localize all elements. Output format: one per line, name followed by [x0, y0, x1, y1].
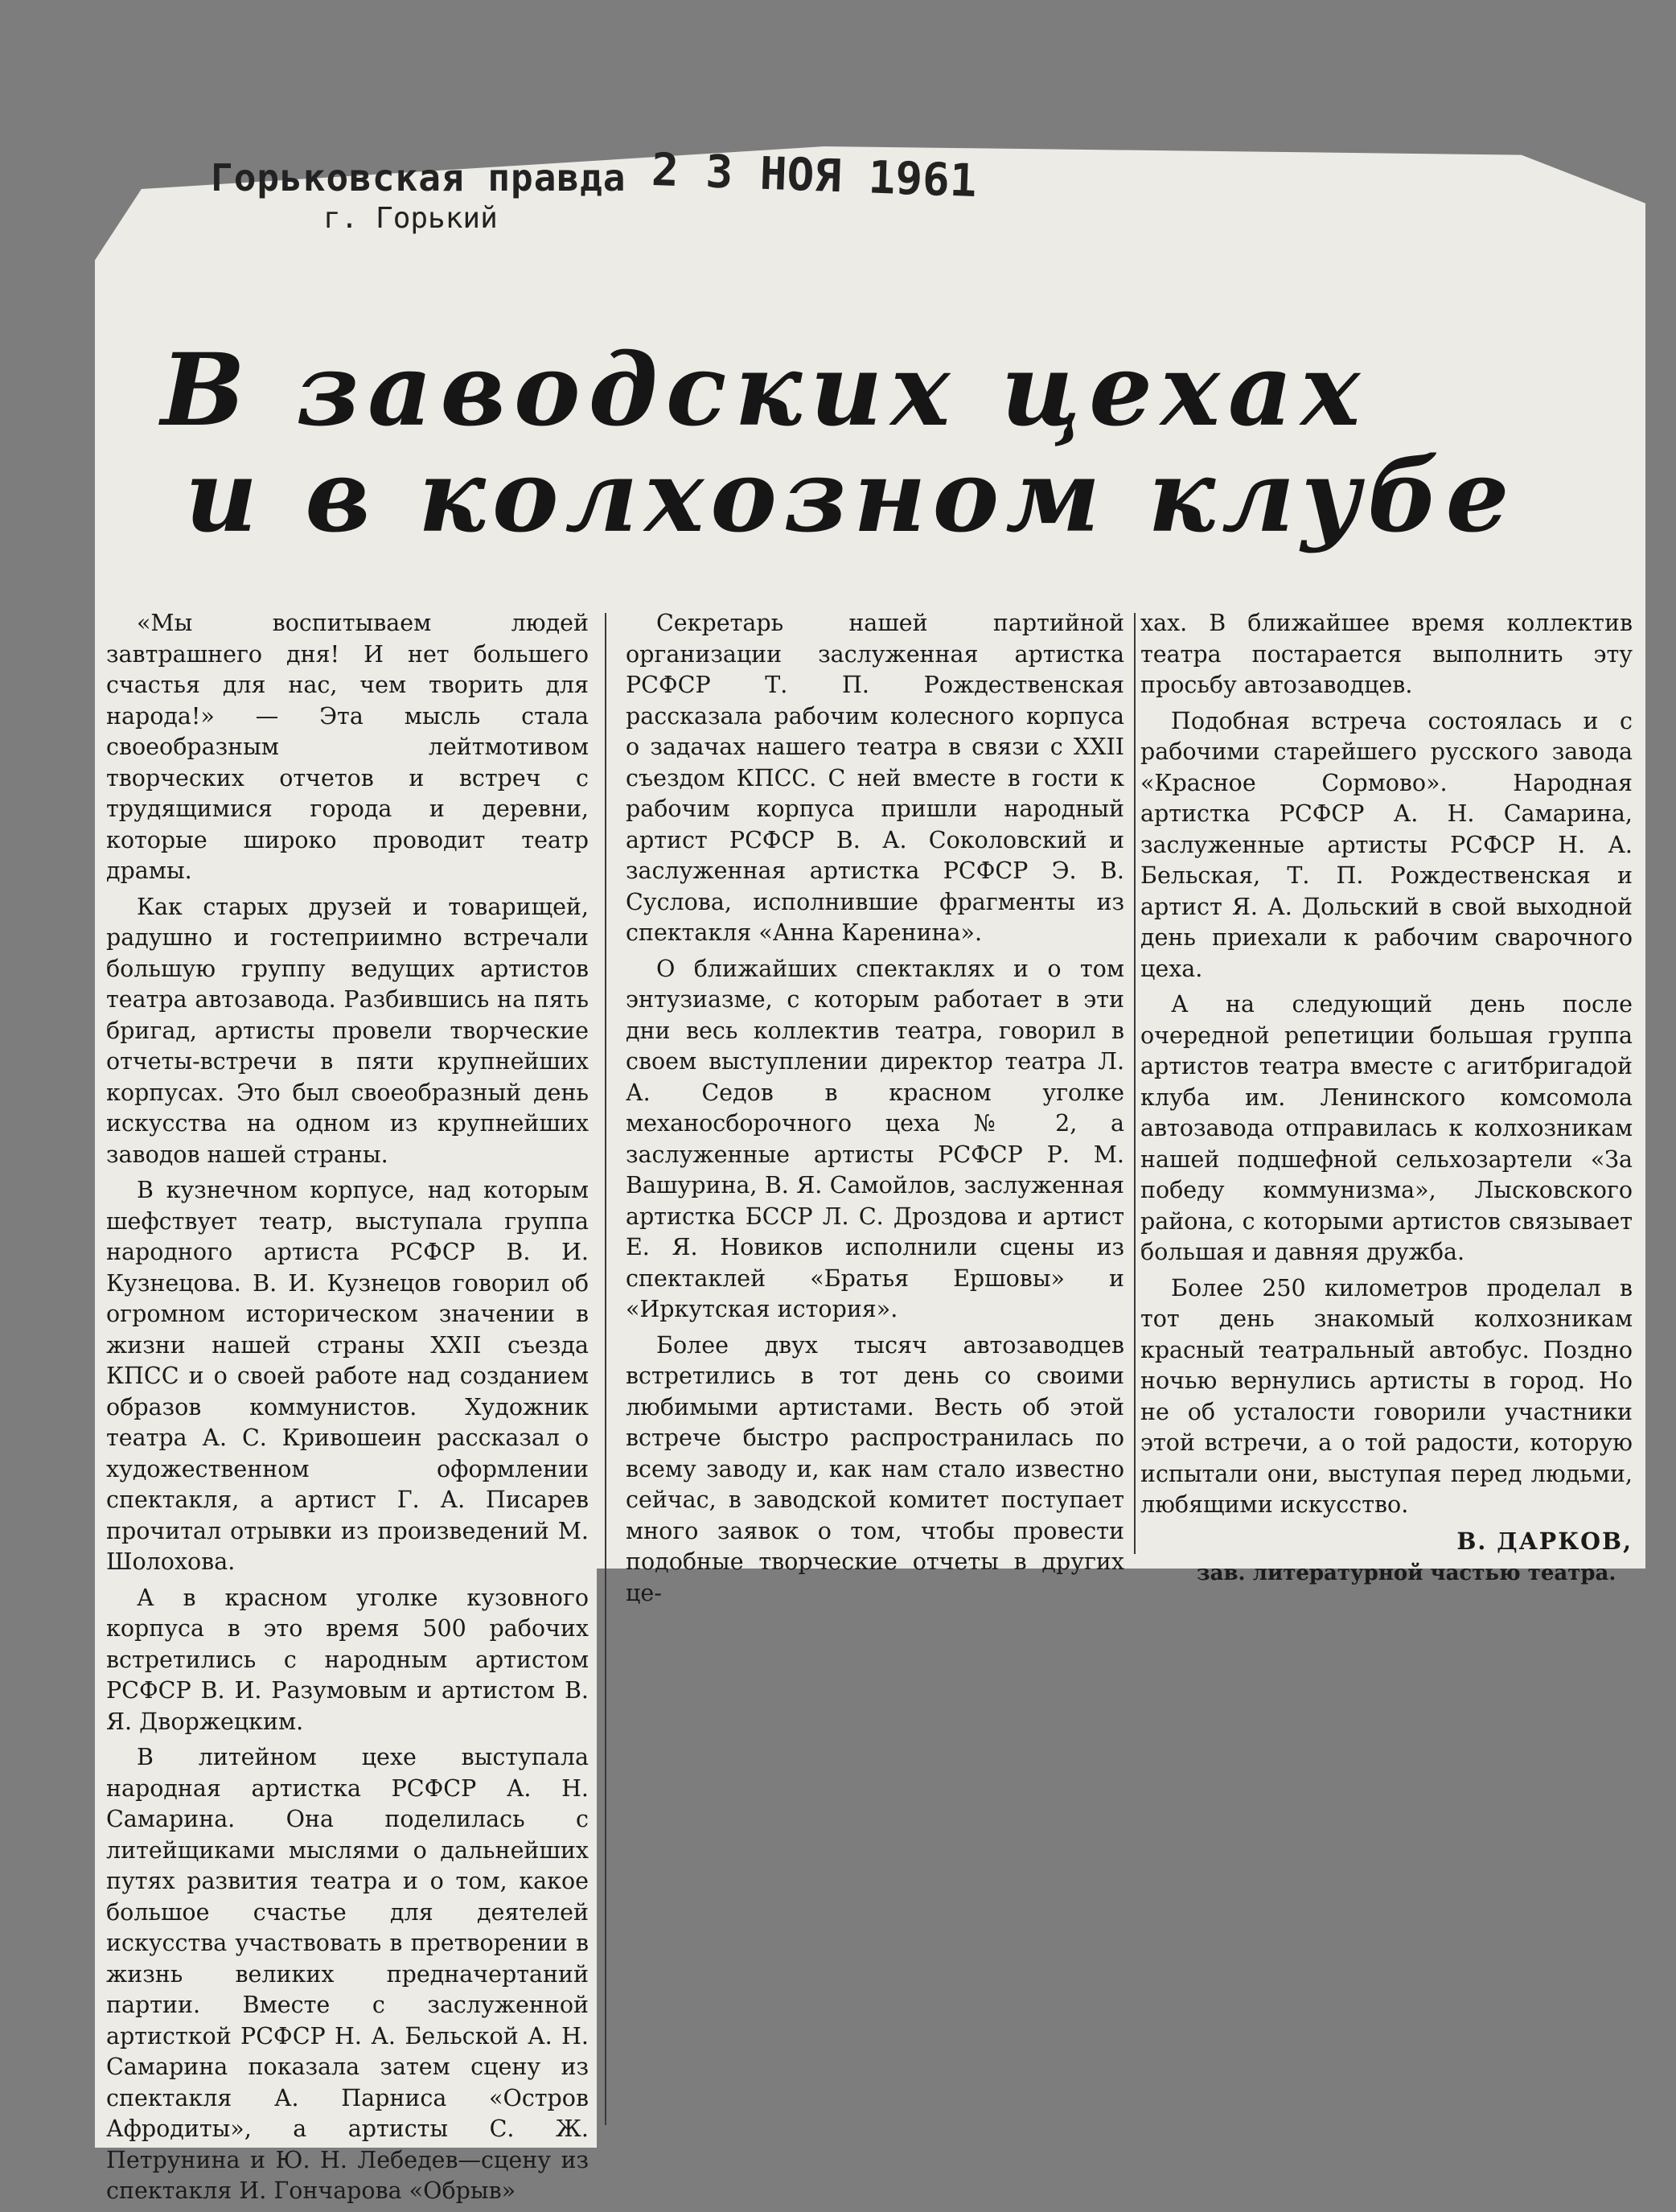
article-column-1	[106, 608, 589, 2212]
article-headline	[161, 332, 1576, 555]
headline-line-2: и в колхозном клубе	[185, 438, 1516, 555]
article-column-3	[1140, 608, 1633, 1587]
paragraph: В литейном цехе выступала народная артистка РСФСР А. Н. Самарина. Она поделилась с литейщиками мыслями о дальнейших путях развития театра и о том, какое большое счастье для деятелей искусства участвовать в претворении в жизнь великих предначертаний партии. Вместе с заслуженной артисткой РСФСР Н. А. Бельской А. Н. Самарина показала затем сцену из спектакля А. Парниса «Остров Афродиты», а артисты С. Ж. Петрунина и Ю. Н. Лебедев—сцену из спектакля И. Гончарова «Обрыв»	[106, 1744, 589, 2204]
paragraph: О ближайших спектаклях и о том энтузиазме, с которым работает в эти дни весь коллектив театра, говорил в своем выступлении директор театра Л. А. Седов в красном уголке механосборочного цеха № 2, а заслуженные артисты РСФСР Р. М. Вашурина, В. Я. Самойлов, заслуженная артистка БССР Л. С. Дроздова и артист Е. Я. Новиков исполнили сцены из спектаклей «Братья Ершовы» и «Иркутская история».	[626, 955, 1124, 1322]
paragraph: Как старых друзей и товарищей, радушно и гостеприимно встречали большую группу ведущих артистов театра автозавода. Разбившись на пять бригад, артисты провели творческие отчеты-встречи в пяти крупнейших корпусах. Это был своеобразный день искусства на одном из крупнейших заводов нашей страны.	[106, 893, 589, 1168]
stamp-date: 2 3 НОЯ 1961	[651, 143, 978, 208]
article-column-2	[626, 608, 1124, 1614]
paragraph: А на следующий день после очередной репетиции большая группа артистов театра вместе с агитбригадой клуба им. Ленинского комсомола автозавода отправилась к колхозникам нашей подшефной сельхозартели «За победу коммунизма», Лысковского района, с которыми артистов связывает большая и давняя дружба.	[1140, 991, 1633, 1265]
paragraph: В кузнечном корпусе, над которым шефствует театр, выступала группа народного артиста РСФСР В. И. Кузнецова. В. И. Кузнецов говорил об огромном историческом значении в жизни нашей страны XXII съезда КПСС и о своей работе над созданием образов коммунистов. Художник театра А. С. Кривошеин рассказал о художественном оформлении спектакля, а артист Г. А. Писарев прочитал отрывки из произведений М. Шолохова.	[106, 1177, 589, 1575]
column-divider	[605, 613, 606, 2125]
stamp-city: г. Горький	[323, 202, 498, 235]
archive-stamp	[211, 143, 978, 235]
paragraph: Более 250 километров проделал в тот день знакомый колхозникам красный театральный автобус. Поздно ночью вернулись артисты в город. Но не об усталости говорили участники этой встречи, а о той радости, которую испытали они, выступая перед людьми, любящими искусство.	[1140, 1274, 1633, 1518]
paragraph: Подобная встреча состоялась и с рабочими старейшего русского завода «Красное Сормово». Народная артистка РСФСР А. Н. Самарина, заслуженные артисты РСФСР Н. А. Бельская, Т. П. Рождественская и артист Я. А. Дольский в свой выходной день приехали к рабочим сварочного цеха.	[1140, 707, 1633, 982]
stamp-newspaper: Горьковская правда	[211, 156, 626, 199]
author-name: В. ДАРКОВ,	[1456, 1527, 1633, 1555]
column-divider	[1134, 613, 1136, 1554]
paragraph: «Мы воспитываем людей завтрашнего дня! И нет большего счастья для нас, чем творить для народа!» — Эта мысль стала своеобразным лейтмотивом творческих отчетов и встреч с трудящимися города и деревни, которые широко проводит театр драмы.	[106, 610, 589, 884]
author-title: зав. литературной частью театра.	[1197, 1561, 1616, 1585]
paragraph: хах. В ближайшее время коллектив театра постарается выполнить эту просьбу автозаводцев.	[1140, 610, 1633, 698]
paragraph: Секретарь нашей партийной организации заслуженная артистка РСФСР Т. П. Рождественская рассказала рабочим колесного корпуса о задачах нашего театра в связи с XXII съездом КПСС. С ней вместе в гости к рабочим корпуса пришли народный артист РСФСР В. А. Соколовский и заслуженная артистка РСФСР Э. В. Суслова, исполнившие фрагменты из спектакля «Анна Каренина».	[626, 610, 1124, 946]
paragraph: А в красном уголке кузовного корпуса в это время 500 рабочих встретились с народным артистом РСФСР В. И. Разумовым и артистом В. Я. Дворжецким.	[106, 1584, 589, 1735]
headline-line-1: В заводских цехах	[161, 332, 1369, 449]
paragraph: Более двух тысяч автозаводцев встретились в тот день со своими любимыми артистами. Весть об этой встрече быстро распространилась по всему заводу и, как нам стало известно сейчас, в заводской комитет поступает много заявок о том, чтобы провести подобные творческие отчеты в других це-	[626, 1331, 1124, 1606]
